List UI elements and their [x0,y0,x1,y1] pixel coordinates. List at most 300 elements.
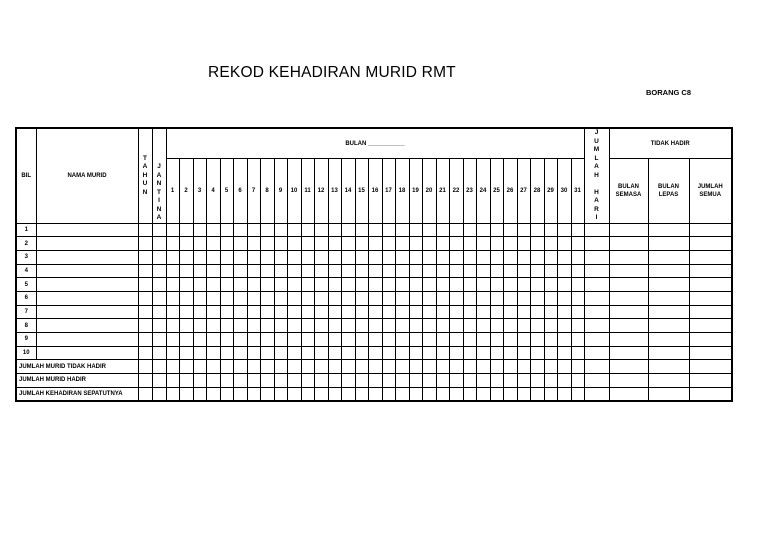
attendance-cell[interactable] [274,346,287,360]
attendance-cell[interactable] [490,237,503,251]
attendance-cell[interactable] [193,223,206,237]
attendance-cell[interactable] [328,250,341,264]
attendance-cell[interactable] [517,291,530,305]
attendance-cell[interactable] [648,319,689,333]
attendance-cell[interactable] [341,346,355,360]
attendance-cell[interactable] [436,333,449,347]
attendance-cell[interactable] [503,319,517,333]
attendance-cell[interactable] [287,291,301,305]
attendance-cell[interactable] [260,237,274,251]
attendance-cell[interactable] [436,223,449,237]
attendance-cell[interactable] [287,333,301,347]
summary-cell[interactable] [422,374,436,388]
summary-cell[interactable] [220,374,233,388]
attendance-cell[interactable] [648,346,689,360]
attendance-cell[interactable] [233,291,247,305]
summary-cell[interactable] [395,387,409,401]
summary-cell[interactable] [571,360,584,374]
attendance-cell[interactable] [233,237,247,251]
summary-cell[interactable] [530,360,544,374]
summary-cell[interactable] [341,360,355,374]
summary-cell[interactable] [328,387,341,401]
attendance-cell[interactable] [233,223,247,237]
summary-cell[interactable] [233,374,247,388]
attendance-cell[interactable] [409,278,422,292]
attendance-cell[interactable] [544,250,557,264]
attendance-cell[interactable] [463,237,476,251]
attendance-cell[interactable] [571,264,584,278]
attendance-cell[interactable] [530,237,544,251]
attendance-cell[interactable] [557,333,571,347]
attendance-cell[interactable] [395,333,409,347]
summary-cell[interactable] [422,360,436,374]
attendance-cell[interactable] [301,333,314,347]
attendance-cell[interactable] [36,319,138,333]
attendance-cell[interactable] [247,250,260,264]
attendance-cell[interactable] [395,305,409,319]
attendance-cell[interactable] [233,264,247,278]
attendance-cell[interactable] [409,291,422,305]
attendance-cell[interactable] [206,319,220,333]
summary-cell[interactable] [584,374,609,388]
attendance-cell[interactable] [152,250,166,264]
attendance-cell[interactable] [314,278,328,292]
attendance-cell[interactable] [260,250,274,264]
attendance-cell[interactable] [382,278,395,292]
attendance-cell[interactable] [571,346,584,360]
attendance-cell[interactable] [689,223,732,237]
attendance-cell[interactable] [301,264,314,278]
attendance-cell[interactable] [544,223,557,237]
attendance-cell[interactable] [557,278,571,292]
summary-cell[interactable] [382,360,395,374]
summary-cell[interactable] [355,360,368,374]
summary-cell[interactable] [609,360,648,374]
summary-cell[interactable] [689,387,732,401]
attendance-cell[interactable] [247,237,260,251]
attendance-cell[interactable] [328,319,341,333]
attendance-cell[interactable] [503,305,517,319]
attendance-cell[interactable] [138,250,152,264]
attendance-cell[interactable] [395,237,409,251]
attendance-cell[interactable] [382,333,395,347]
attendance-cell[interactable] [449,237,463,251]
attendance-cell[interactable] [328,333,341,347]
attendance-cell[interactable] [449,333,463,347]
attendance-cell[interactable] [476,250,490,264]
attendance-cell[interactable] [382,346,395,360]
attendance-cell[interactable] [220,291,233,305]
attendance-cell[interactable] [571,223,584,237]
summary-cell[interactable] [584,360,609,374]
attendance-cell[interactable] [517,264,530,278]
attendance-cell[interactable] [287,305,301,319]
attendance-cell[interactable] [341,264,355,278]
summary-cell[interactable] [247,374,260,388]
attendance-cell[interactable] [206,291,220,305]
summary-cell[interactable] [409,360,422,374]
summary-cell[interactable] [449,360,463,374]
attendance-cell[interactable] [395,264,409,278]
attendance-cell[interactable] [584,305,609,319]
attendance-cell[interactable] [609,223,648,237]
attendance-cell[interactable] [422,333,436,347]
attendance-cell[interactable] [463,278,476,292]
summary-cell[interactable] [463,387,476,401]
attendance-cell[interactable] [179,250,193,264]
attendance-cell[interactable] [368,305,382,319]
attendance-cell[interactable] [355,333,368,347]
attendance-cell[interactable] [260,319,274,333]
attendance-cell[interactable] [260,223,274,237]
summary-cell[interactable] [368,360,382,374]
attendance-cell[interactable] [382,223,395,237]
attendance-cell[interactable] [422,291,436,305]
attendance-cell[interactable] [517,250,530,264]
attendance-cell[interactable] [436,346,449,360]
attendance-cell[interactable] [689,319,732,333]
attendance-cell[interactable] [193,278,206,292]
attendance-cell[interactable] [301,346,314,360]
summary-cell[interactable] [571,387,584,401]
attendance-cell[interactable] [503,278,517,292]
attendance-cell[interactable] [648,291,689,305]
attendance-cell[interactable] [36,237,138,251]
attendance-cell[interactable] [179,305,193,319]
summary-cell[interactable] [152,387,166,401]
attendance-cell[interactable] [530,223,544,237]
summary-cell[interactable] [341,374,355,388]
attendance-cell[interactable] [138,264,152,278]
attendance-cell[interactable] [544,278,557,292]
attendance-cell[interactable] [395,223,409,237]
summary-cell[interactable] [395,360,409,374]
attendance-cell[interactable] [179,291,193,305]
attendance-cell[interactable] [463,305,476,319]
attendance-cell[interactable] [689,333,732,347]
attendance-cell[interactable] [490,264,503,278]
attendance-cell[interactable] [355,346,368,360]
attendance-cell[interactable] [368,237,382,251]
attendance-cell[interactable] [503,223,517,237]
attendance-cell[interactable] [609,333,648,347]
attendance-cell[interactable] [328,237,341,251]
attendance-cell[interactable] [220,250,233,264]
attendance-cell[interactable] [476,333,490,347]
summary-cell[interactable] [193,374,206,388]
attendance-cell[interactable] [449,278,463,292]
summary-cell[interactable] [503,374,517,388]
attendance-cell[interactable] [138,333,152,347]
attendance-cell[interactable] [247,346,260,360]
summary-cell[interactable] [220,387,233,401]
attendance-cell[interactable] [233,319,247,333]
summary-cell[interactable] [274,360,287,374]
summary-cell[interactable] [463,360,476,374]
attendance-cell[interactable] [609,278,648,292]
attendance-cell[interactable] [517,305,530,319]
summary-cell[interactable] [382,387,395,401]
attendance-cell[interactable] [274,305,287,319]
attendance-cell[interactable] [395,291,409,305]
attendance-cell[interactable] [152,319,166,333]
summary-cell[interactable] [355,374,368,388]
summary-cell[interactable] [260,360,274,374]
attendance-cell[interactable] [449,264,463,278]
attendance-cell[interactable] [260,264,274,278]
attendance-cell[interactable] [138,346,152,360]
attendance-cell[interactable] [490,319,503,333]
attendance-cell[interactable] [490,223,503,237]
summary-cell[interactable] [557,374,571,388]
attendance-cell[interactable] [179,223,193,237]
attendance-cell[interactable] [609,291,648,305]
attendance-cell[interactable] [530,291,544,305]
attendance-cell[interactable] [193,346,206,360]
attendance-cell[interactable] [436,278,449,292]
attendance-cell[interactable] [409,223,422,237]
summary-cell[interactable] [328,374,341,388]
attendance-cell[interactable] [490,291,503,305]
attendance-cell[interactable] [287,250,301,264]
attendance-cell[interactable] [287,237,301,251]
attendance-cell[interactable] [179,319,193,333]
attendance-cell[interactable] [166,237,179,251]
attendance-cell[interactable] [138,319,152,333]
attendance-cell[interactable] [463,346,476,360]
attendance-cell[interactable] [247,319,260,333]
summary-cell[interactable] [247,360,260,374]
attendance-cell[interactable] [609,346,648,360]
attendance-cell[interactable] [287,278,301,292]
attendance-cell[interactable] [220,346,233,360]
attendance-cell[interactable] [341,305,355,319]
summary-cell[interactable] [301,374,314,388]
attendance-cell[interactable] [206,333,220,347]
attendance-cell[interactable] [422,264,436,278]
attendance-cell[interactable] [260,278,274,292]
attendance-cell[interactable] [689,250,732,264]
attendance-cell[interactable] [689,346,732,360]
attendance-cell[interactable] [152,291,166,305]
attendance-cell[interactable] [463,250,476,264]
summary-cell[interactable] [274,374,287,388]
attendance-cell[interactable] [689,264,732,278]
summary-cell[interactable] [233,387,247,401]
summary-cell[interactable] [287,374,301,388]
attendance-cell[interactable] [609,319,648,333]
attendance-cell[interactable] [247,333,260,347]
summary-cell[interactable] [544,387,557,401]
attendance-cell[interactable] [609,305,648,319]
summary-cell[interactable] [166,374,179,388]
attendance-cell[interactable] [503,250,517,264]
attendance-cell[interactable] [544,305,557,319]
attendance-cell[interactable] [36,278,138,292]
attendance-cell[interactable] [152,264,166,278]
attendance-cell[interactable] [409,305,422,319]
attendance-cell[interactable] [609,237,648,251]
attendance-cell[interactable] [422,223,436,237]
summary-cell[interactable] [138,374,152,388]
attendance-cell[interactable] [689,237,732,251]
attendance-cell[interactable] [382,305,395,319]
attendance-cell[interactable] [544,319,557,333]
attendance-cell[interactable] [476,223,490,237]
attendance-cell[interactable] [382,319,395,333]
attendance-cell[interactable] [476,319,490,333]
attendance-cell[interactable] [584,250,609,264]
summary-cell[interactable] [206,360,220,374]
attendance-cell[interactable] [328,291,341,305]
attendance-cell[interactable] [220,319,233,333]
attendance-cell[interactable] [449,319,463,333]
attendance-cell[interactable] [463,264,476,278]
attendance-cell[interactable] [463,319,476,333]
attendance-cell[interactable] [166,333,179,347]
attendance-cell[interactable] [648,264,689,278]
summary-cell[interactable] [193,387,206,401]
attendance-cell[interactable] [530,278,544,292]
attendance-cell[interactable] [206,305,220,319]
attendance-cell[interactable] [409,346,422,360]
summary-cell[interactable] [689,374,732,388]
summary-cell[interactable] [503,387,517,401]
attendance-cell[interactable] [193,333,206,347]
summary-cell[interactable] [517,374,530,388]
attendance-cell[interactable] [422,278,436,292]
attendance-cell[interactable] [436,319,449,333]
attendance-cell[interactable] [287,346,301,360]
attendance-cell[interactable] [355,250,368,264]
summary-cell[interactable] [436,387,449,401]
summary-cell[interactable] [449,374,463,388]
attendance-cell[interactable] [138,237,152,251]
summary-cell[interactable] [138,360,152,374]
attendance-cell[interactable] [193,237,206,251]
attendance-cell[interactable] [503,237,517,251]
summary-cell[interactable] [609,374,648,388]
attendance-cell[interactable] [355,237,368,251]
attendance-cell[interactable] [382,291,395,305]
attendance-cell[interactable] [233,305,247,319]
summary-cell[interactable] [422,387,436,401]
attendance-cell[interactable] [584,264,609,278]
attendance-cell[interactable] [544,333,557,347]
summary-cell[interactable] [274,387,287,401]
attendance-cell[interactable] [609,264,648,278]
summary-cell[interactable] [314,387,328,401]
attendance-cell[interactable] [557,264,571,278]
summary-cell[interactable] [368,387,382,401]
attendance-cell[interactable] [193,305,206,319]
attendance-cell[interactable] [409,333,422,347]
attendance-cell[interactable] [382,250,395,264]
attendance-cell[interactable] [449,291,463,305]
attendance-cell[interactable] [260,346,274,360]
summary-cell[interactable] [449,387,463,401]
attendance-cell[interactable] [193,291,206,305]
attendance-cell[interactable] [517,278,530,292]
attendance-cell[interactable] [206,278,220,292]
summary-cell[interactable] [152,360,166,374]
attendance-cell[interactable] [503,264,517,278]
attendance-cell[interactable] [449,223,463,237]
attendance-cell[interactable] [584,333,609,347]
summary-cell[interactable] [233,360,247,374]
attendance-cell[interactable] [314,250,328,264]
attendance-cell[interactable] [449,305,463,319]
attendance-cell[interactable] [409,264,422,278]
attendance-cell[interactable] [206,346,220,360]
attendance-cell[interactable] [395,346,409,360]
attendance-cell[interactable] [648,278,689,292]
attendance-cell[interactable] [166,278,179,292]
attendance-cell[interactable] [220,264,233,278]
attendance-cell[interactable] [220,278,233,292]
attendance-cell[interactable] [138,291,152,305]
summary-cell[interactable] [490,387,503,401]
attendance-cell[interactable] [689,278,732,292]
attendance-cell[interactable] [179,264,193,278]
attendance-cell[interactable] [206,250,220,264]
attendance-cell[interactable] [689,305,732,319]
attendance-cell[interactable] [530,264,544,278]
attendance-cell[interactable] [274,250,287,264]
attendance-cell[interactable] [490,346,503,360]
summary-cell[interactable] [503,360,517,374]
attendance-cell[interactable] [490,250,503,264]
attendance-cell[interactable] [233,333,247,347]
attendance-cell[interactable] [648,333,689,347]
summary-cell[interactable] [341,387,355,401]
attendance-cell[interactable] [260,333,274,347]
attendance-cell[interactable] [571,319,584,333]
attendance-cell[interactable] [476,278,490,292]
attendance-cell[interactable] [328,223,341,237]
attendance-cell[interactable] [287,264,301,278]
attendance-cell[interactable] [557,346,571,360]
attendance-cell[interactable] [138,223,152,237]
summary-cell[interactable] [490,360,503,374]
attendance-cell[interactable] [152,305,166,319]
attendance-cell[interactable] [287,319,301,333]
summary-cell[interactable] [648,387,689,401]
attendance-cell[interactable] [247,278,260,292]
attendance-cell[interactable] [328,346,341,360]
attendance-cell[interactable] [152,278,166,292]
summary-cell[interactable] [382,374,395,388]
attendance-cell[interactable] [314,333,328,347]
attendance-cell[interactable] [287,223,301,237]
attendance-cell[interactable] [571,291,584,305]
summary-cell[interactable] [206,374,220,388]
attendance-cell[interactable] [557,319,571,333]
summary-cell[interactable] [179,374,193,388]
attendance-cell[interactable] [179,237,193,251]
attendance-cell[interactable] [152,346,166,360]
summary-cell[interactable] [648,374,689,388]
summary-cell[interactable] [287,360,301,374]
attendance-cell[interactable] [152,223,166,237]
attendance-cell[interactable] [476,264,490,278]
attendance-cell[interactable] [557,291,571,305]
attendance-cell[interactable] [328,305,341,319]
attendance-cell[interactable] [152,333,166,347]
attendance-cell[interactable] [274,319,287,333]
attendance-cell[interactable] [36,346,138,360]
attendance-cell[interactable] [530,346,544,360]
